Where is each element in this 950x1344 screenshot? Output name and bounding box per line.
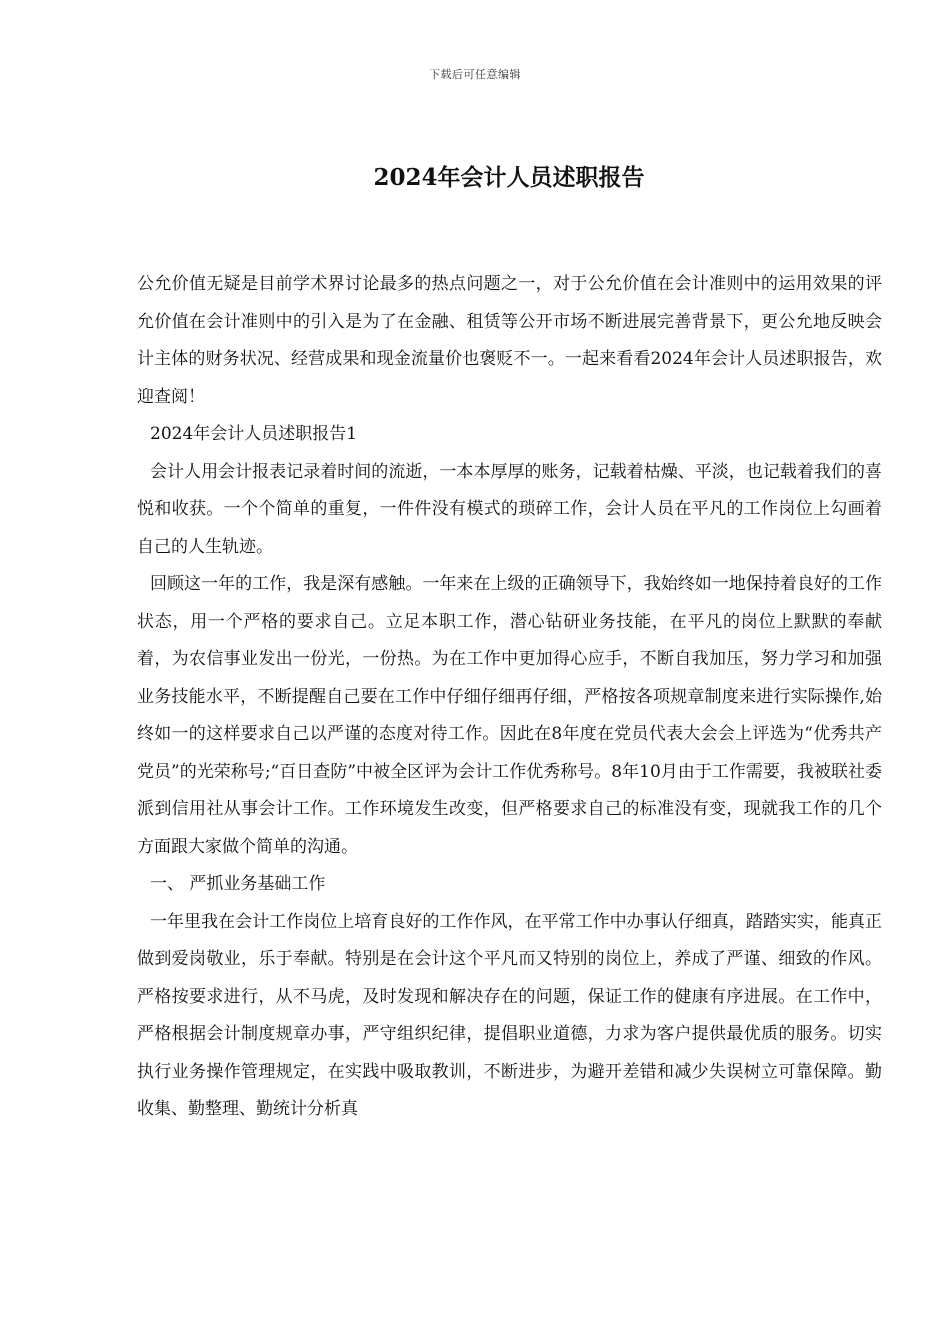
report-subtitle: 2024年会计人员述职报告1 xyxy=(150,424,358,444)
document-title: 2024年会计人员述职报告 xyxy=(373,164,645,191)
document-body xyxy=(137,266,882,1129)
section-heading-1: 一、 严抓业务基础工作 xyxy=(150,874,326,894)
intro-paragraph: 公允价值无疑是目前学术界讨论最多的热点问题之一，对于公允价值在会计准则中的运用效果的评允价值在会计准则中的引入是为了在金融、租赁等公开市场不断进展完善背景下，更公允地反映会计主体的财务状况、经营成果和现金流量价也褒贬不一。一起来看看2024年会计人员述职报告，欢迎查阅！ xyxy=(137,274,882,407)
body-paragraph-3: 一年里我在会计工作岗位上培育良好的工作作风，在平常工作中办事认仔细真，踏踏实实，能真正做到爱岗敬业，乐于奉献。特别是在会计这个平凡而又特别的岗位上，养成了严谨、细致的作风。严格按要求进行，从不马虎，及时发现和解决存在的问题，保证工作的健康有序进展。在工作中，严格根据会计制度规章办事，严守组织纪律，提倡职业道德，力求为客户提供最优质的服务。切实执行业务操作管理规定，在实践中吸取教训，不断进步，为避开差错和减少失误树立可靠保障。勤收集、勤整理、勤统计分析真 xyxy=(137,911,882,1119)
header-note: 下载后可任意编辑 xyxy=(429,68,521,81)
body-paragraph-1: 会计人用会计报表记录着时间的流逝，一本本厚厚的账务，记载着枯燥、平淡，也记载着我们的喜悦和收获。一个个简单的重复，一件件没有模式的琐碎工作，会计人员在平凡的工作岗位上勾画着自己的人生轨迹。 xyxy=(137,461,882,557)
body-paragraph-2: 回顾这一年的工作，我是深有感触。一年来在上级的正确领导下，我始终如一地保持着良好的工作状态，用一个严格的要求自己。立足本职工作，潜心钻研业务技能，在平凡的岗位上默默的奉献着，为农信事业发出一份光，一份热。为在工作中更加得心应手，不断自我加压，努力学习和加强业务技能水平，不断提醒自己要在工作中仔细仔细再仔细，严格按各项规章制度来进行实际操作,始终如一的这样要求自己以严谨的态度对待工作。因此在8年度在党员代表大会会上评选为“优秀共产党员”的光荣称号;“百日查防”中被全区评为会计工作优秀称号。8年10月由于工作需要，我被联社委派到信用社从事会计工作。工作环境发生改变，但严格要求自己的标准没有变，现就我工作的几个方面跟大家做个简单的沟通。 xyxy=(137,574,882,857)
